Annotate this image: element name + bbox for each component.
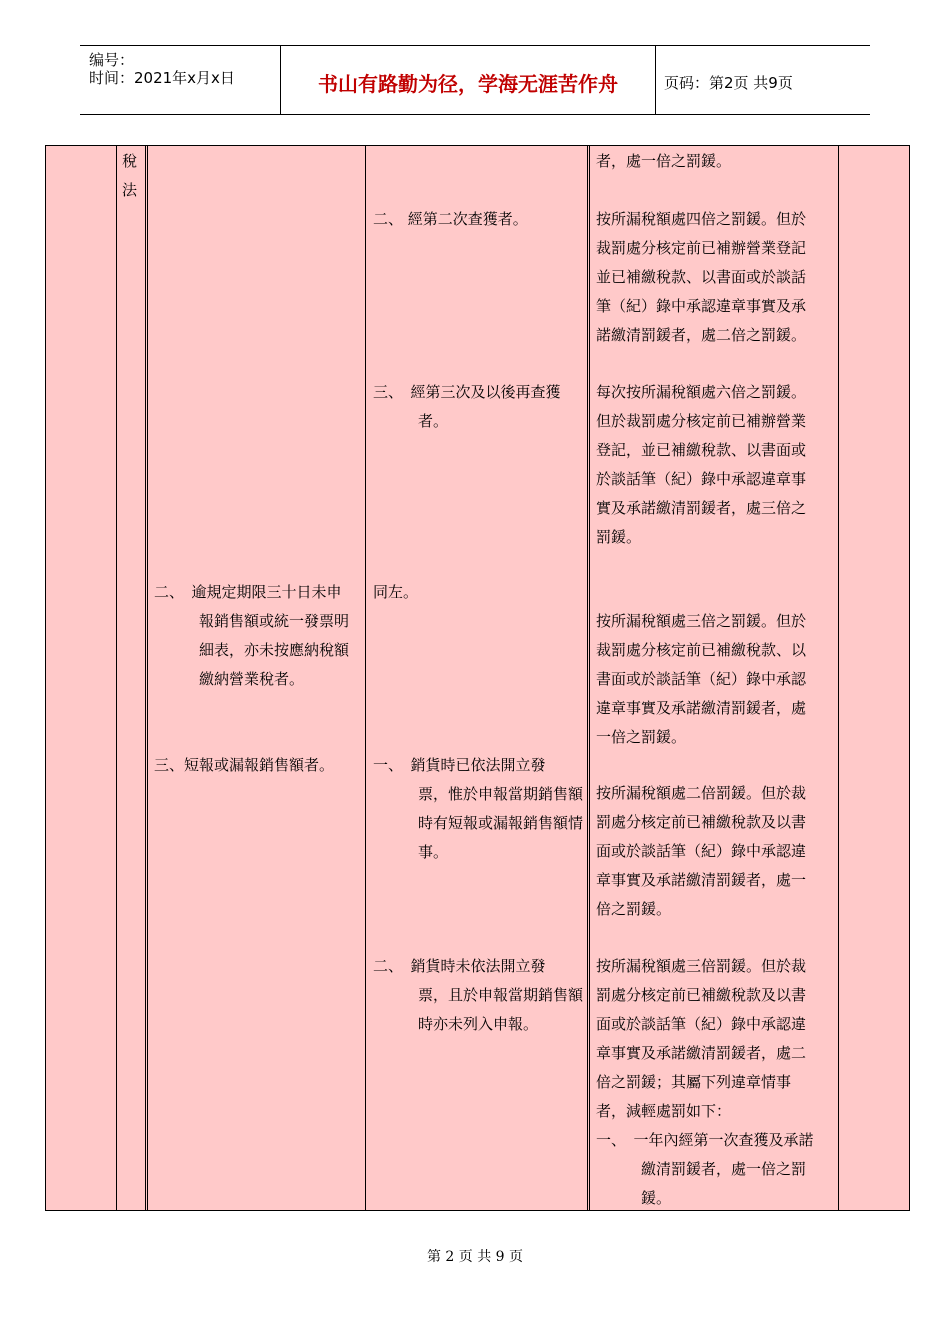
text-line: 三、短報或漏報銷售額者。 bbox=[154, 756, 335, 774]
text-line: 一倍之罰鍰。 bbox=[596, 728, 687, 746]
header-motto-cell bbox=[280, 46, 656, 114]
header-page-cell bbox=[655, 46, 870, 114]
circumstance-third-offense bbox=[373, 378, 561, 436]
document-time-label: 时间：2021年x月x日 bbox=[89, 69, 235, 87]
text-line: 罰鍰。 bbox=[596, 528, 642, 546]
header-meta-cell bbox=[80, 46, 280, 114]
text-line: 一、 銷貨時已依法開立發 bbox=[373, 756, 546, 774]
regulation-table bbox=[45, 145, 910, 1211]
penalty-third-offense bbox=[596, 378, 806, 552]
text-line: 時有短報或漏報銷售額情 bbox=[373, 814, 584, 832]
page-footer: 第 2 页 共 9 页 bbox=[426, 1249, 524, 1265]
text-line: 二、 銷貨時未依法開立發 bbox=[373, 957, 546, 975]
text-line: 罰處分核定前已補繳稅款及以書 bbox=[596, 813, 807, 831]
text-line: 諾繳清罰鍰者，處二倍之罰鍰。 bbox=[596, 326, 807, 344]
circumstance-invoice-not-issued bbox=[373, 952, 583, 1039]
text-line: 於談話筆（紀）錄中承認違章事 bbox=[596, 470, 807, 488]
text-line: 倍之罰鍰；其屬下列違章情事 bbox=[596, 1073, 792, 1091]
text-line: 裁罰處分核定前已補辦營業登記 bbox=[596, 239, 807, 257]
column-divider bbox=[587, 146, 590, 1210]
page-header bbox=[80, 45, 870, 115]
header-page-number: 页码：第2页 共9页 bbox=[664, 74, 793, 92]
text-line: 倍之罰鍰。 bbox=[596, 900, 672, 918]
violation-item-3 bbox=[154, 751, 334, 780]
text-line: 三、 經第三次及以後再查獲 bbox=[373, 383, 561, 401]
text-line: 二、 經第二次查獲者。 bbox=[373, 210, 528, 228]
text-line: 每次按所漏稅額處六倍之罰鍰。 bbox=[596, 383, 807, 401]
text-line: 鍰。 bbox=[596, 1189, 672, 1207]
text-line: 事。 bbox=[373, 843, 449, 861]
text-line: 章事實及承諾繳清罰鍰者，處一 bbox=[596, 871, 807, 889]
text-line: 實及承諾繳清罰鍰者，處三倍之 bbox=[596, 499, 807, 517]
text-line: 者，減輕處罰如下： bbox=[596, 1102, 732, 1120]
circumstance-invoice-issued bbox=[373, 751, 583, 867]
column-divider bbox=[116, 146, 117, 1210]
text-line: 但於裁罰處分核定前已補辦營業 bbox=[596, 412, 807, 430]
text-line: 筆（紀）錄中承認違章事實及承 bbox=[596, 297, 807, 315]
text-line: 裁罰處分核定前已補繳稅款、以 bbox=[596, 641, 807, 659]
text-line: 登記，並已補繳稅款、以書面或 bbox=[596, 441, 807, 459]
circumstance-same-as-left bbox=[373, 578, 418, 607]
text-line: 一、 一年內經第一次查獲及承諾 bbox=[596, 1131, 814, 1149]
violation-item-2 bbox=[154, 578, 349, 694]
text-line: 書面或於談話筆（紀）錄中承認 bbox=[596, 670, 807, 688]
text-line: 細表，亦未按應納稅額 bbox=[154, 641, 350, 659]
text-line: 票，且於申報當期銷售額 bbox=[373, 986, 584, 1004]
text-line: 違章事實及承諾繳清罰鍰者，處 bbox=[596, 699, 807, 717]
text-line: 法 bbox=[122, 181, 138, 199]
text-line: 時亦未列入申報。 bbox=[373, 1015, 539, 1033]
text-line: 同左。 bbox=[373, 583, 419, 601]
text-line: 者。 bbox=[373, 412, 449, 430]
text-line: 章事實及承諾繳清罰鍰者，處二 bbox=[596, 1044, 807, 1062]
law-name-cell bbox=[122, 147, 137, 205]
penalty-underreport-invoiced bbox=[596, 779, 806, 924]
penalty-second-offense bbox=[596, 205, 806, 350]
document-number-label: 编号： bbox=[89, 51, 135, 69]
text-line: 按所漏稅額處四倍之罰鍰。但於 bbox=[596, 210, 807, 228]
column-divider bbox=[365, 146, 366, 1210]
text-line: 者，處一倍之罰鍰。 bbox=[596, 152, 732, 170]
penalty-late-filing bbox=[596, 607, 806, 752]
text-line: 按所漏稅額處三倍罰鍰。但於裁 bbox=[596, 957, 807, 975]
text-line: 稅 bbox=[122, 152, 138, 170]
text-line: 按所漏稅額處二倍罰鍰。但於裁 bbox=[596, 784, 807, 802]
text-line: 繳清罰鍰者，處一倍之罰 bbox=[596, 1160, 807, 1178]
text-line: 報銷售額或統一發票明 bbox=[154, 612, 350, 630]
text-line: 面或於談話筆（紀）錄中承認違 bbox=[596, 1015, 807, 1033]
text-line: 按所漏稅額處三倍之罰鍰。但於 bbox=[596, 612, 807, 630]
text-line: 繳納營業稅者。 bbox=[154, 670, 305, 688]
text-line: 面或於談話筆（紀）錄中承認違 bbox=[596, 842, 807, 860]
text-line: 二、 逾規定期限三十日未申 bbox=[154, 583, 342, 601]
text-line: 票，惟於申報當期銷售額 bbox=[373, 785, 584, 803]
column-divider bbox=[145, 146, 148, 1210]
penalty-underreport-not-invoiced bbox=[596, 952, 814, 1213]
text-line: 罰處分核定前已補繳稅款及以書 bbox=[596, 986, 807, 1004]
circumstance-second-offense bbox=[373, 205, 528, 234]
penalty-continued bbox=[596, 147, 731, 176]
column-divider bbox=[838, 146, 839, 1210]
header-motto: 书山有路勤为径，学海无涯苦作舟 bbox=[318, 72, 618, 96]
text-line: 並已補繳稅款、以書面或於談話 bbox=[596, 268, 807, 286]
